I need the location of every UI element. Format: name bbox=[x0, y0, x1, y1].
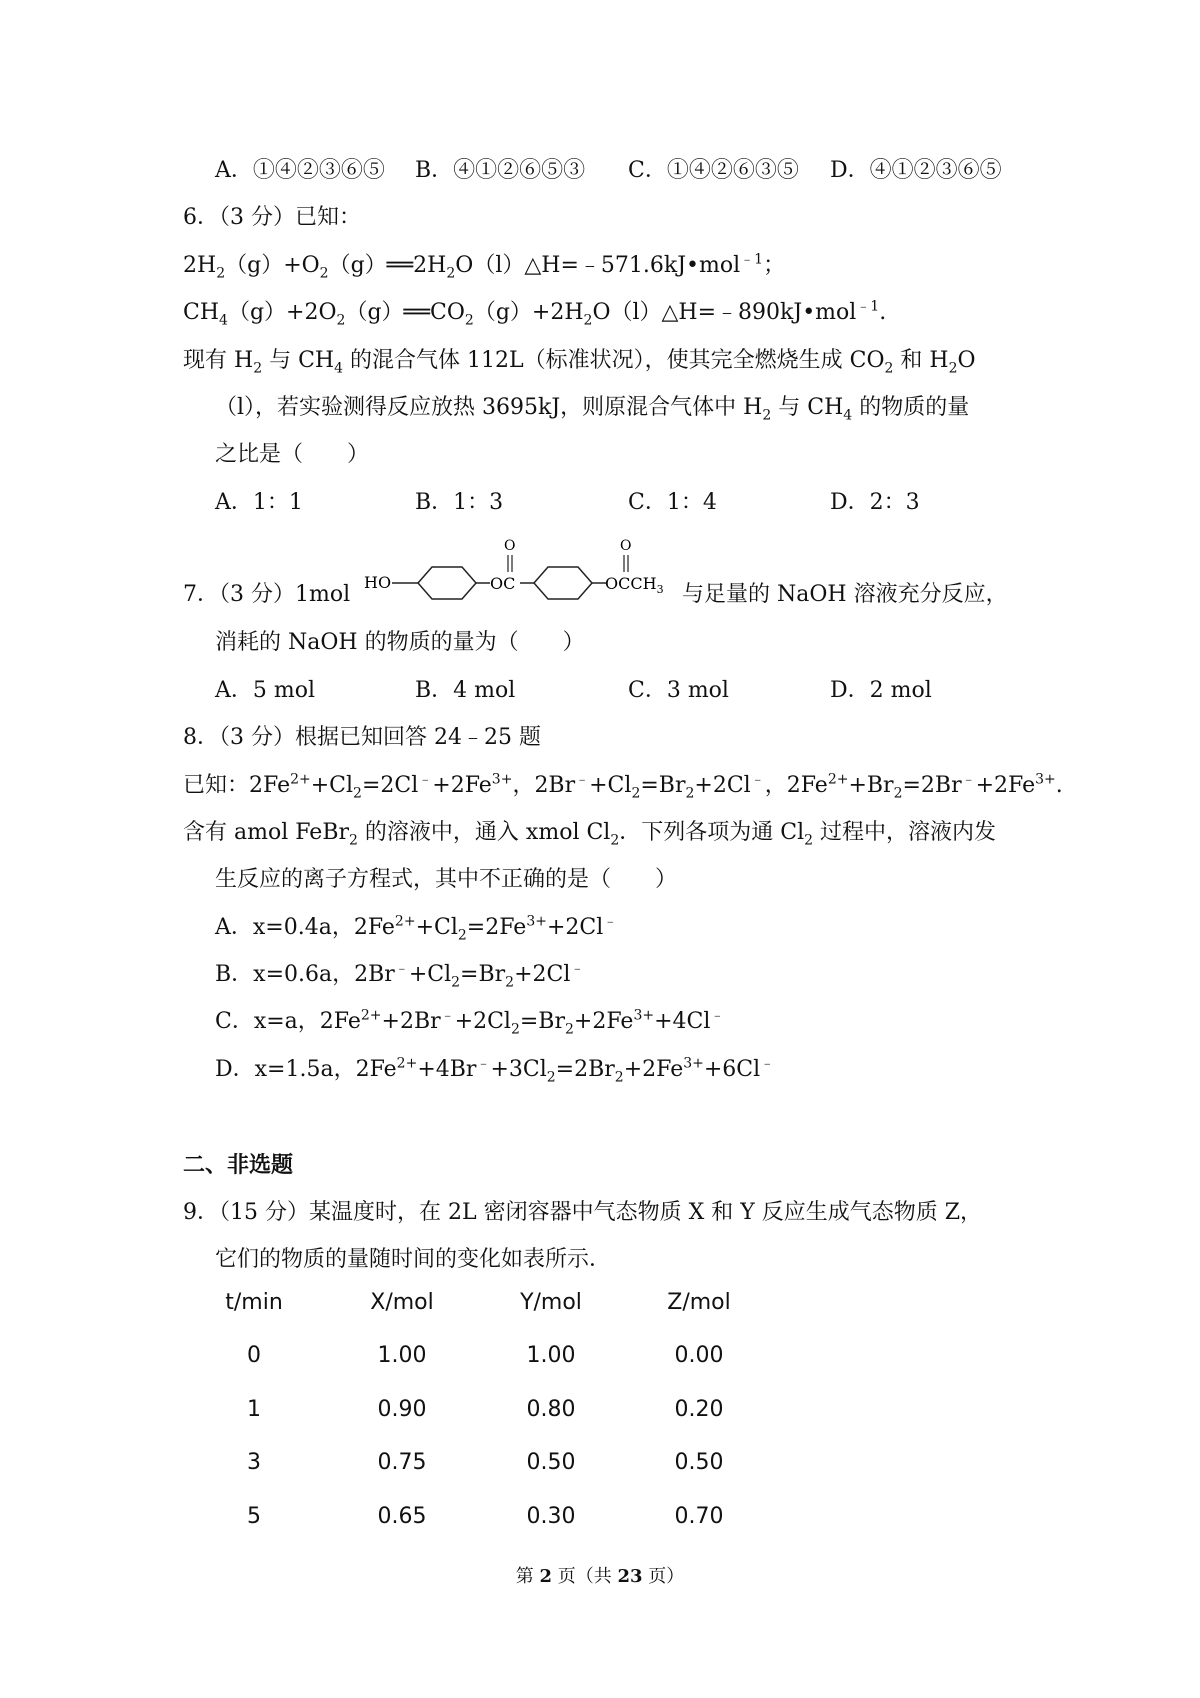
table-cell: 0 bbox=[247, 1343, 261, 1368]
table-cell: 0.20 bbox=[674, 1397, 724, 1422]
table-row bbox=[200, 1504, 800, 1534]
struct-carbonyl-o2: O bbox=[620, 538, 632, 554]
q7-option-c: C．3 mol bbox=[628, 678, 729, 703]
section-title: 二、非选题 bbox=[183, 1152, 294, 1178]
current-page-number: 2 bbox=[539, 1566, 552, 1587]
table-header-cell: Z/mol bbox=[667, 1290, 731, 1315]
table-cell: 1.00 bbox=[377, 1343, 427, 1368]
q8-option-b: B．x=0.6a，$2Br^﹣+Cl_2=Br_2+2Cl^﹣$ bbox=[215, 960, 585, 991]
q6-option-d: D．2：3 bbox=[830, 490, 920, 515]
q8-option-c: C．x=a，$2Fe^{2+}+2Br^﹣+2Cl_2=Br_2+2Fe^{3+}+4Cl^﹣$ bbox=[215, 1007, 725, 1038]
table-row bbox=[200, 1343, 800, 1373]
q8-known: 已知：$2Fe^{2+}+Cl_2=2Cl^﹣+2Fe^{3+}$，$2Br^﹣+Cl_2=Br_2+2Cl^﹣$，$2Fe^{2+}+Br_2=2Br^﹣+2Fe^{3+}$. bbox=[183, 771, 1063, 802]
table-cell: 0.90 bbox=[377, 1397, 427, 1422]
table-cell: 0.00 bbox=[674, 1343, 724, 1368]
table-cell: 3 bbox=[247, 1450, 261, 1475]
table-cell: 1 bbox=[247, 1397, 261, 1422]
table-cell: 0.50 bbox=[526, 1450, 576, 1475]
q6-option-a: A．1：1 bbox=[215, 490, 303, 515]
q6-stem-line-3: 之比是（ ） bbox=[215, 442, 370, 467]
q5-option-c: C．①④②⑥③⑤ bbox=[628, 158, 799, 183]
q8-header: 8．（3 分）根据已知回答 24﹣25 题 bbox=[183, 725, 541, 750]
table-cell: 0.30 bbox=[526, 1504, 576, 1529]
table-cell: 0.75 bbox=[377, 1450, 427, 1475]
table-cell: 1.00 bbox=[526, 1343, 576, 1368]
q6-option-c: C．1：4 bbox=[628, 490, 717, 515]
q7-option-a: A．5 mol bbox=[215, 678, 316, 703]
q6-stem-line-1: 现有 $H_2$ 与 $CH_4$ 的混合气体 112L（标准状况），使其完全燃烧生成 $CO_2$ 和 $H_2O$ bbox=[183, 348, 976, 377]
table-row bbox=[200, 1397, 800, 1427]
table-cell: 0.80 bbox=[526, 1397, 576, 1422]
q7-structural-formula bbox=[362, 536, 682, 606]
benzene-ring-2 bbox=[534, 567, 592, 599]
q9-stem-line-1: 9．（15 分）某温度时，在 2L 密闭容器中气态物质 X 和 Y 反应生成气态物质 Z， bbox=[183, 1200, 983, 1225]
q8-option-d: D．x=1.5a，$2Fe^{2+}+4Br^﹣+3Cl_2=2Br_2+2Fe^{3+}+6Cl^﹣$ bbox=[215, 1055, 775, 1086]
q7-option-d: D．2 mol bbox=[830, 678, 932, 703]
table-cell: 5 bbox=[247, 1504, 261, 1529]
struct-carbonyl-o1: O bbox=[504, 538, 516, 554]
q7-stem-line-2: 消耗的 NaOH 的物质的量为（ ） bbox=[215, 630, 585, 655]
q6-option-b: B．1：3 bbox=[415, 490, 504, 515]
q7-suffix: 与足量的 NaOH 溶液充分反应， bbox=[682, 582, 1008, 607]
page-footer: 第 2 页（共 23 页） bbox=[515, 1566, 685, 1587]
q5-option-b: B．④①②⑥⑤③ bbox=[415, 158, 586, 183]
q6-equation-2: $CH_4(g)+2O_2(g)══CO_2(g)+2H_2O(l)\triangle H=﹣890kJ•mol^{﹣1}$. bbox=[183, 298, 887, 329]
benzene-ring-1 bbox=[418, 567, 476, 599]
q6-stem-line-2: （l），若实验测得反应放热 3695kJ，则原混合气体中 $H_2$ 与 $CH_4$ 的物质的量 bbox=[215, 395, 970, 424]
table-header-cell: X/mol bbox=[370, 1290, 434, 1315]
struct-oc-label: OC bbox=[490, 574, 516, 593]
q6-equation-1: $2H_2(g)+O_2(g)══2H_2O(l)\triangle H=﹣571.6kJ•mol^{﹣1}$； bbox=[183, 251, 786, 282]
q5-option-d: D．④①②③⑥⑤ bbox=[830, 158, 1002, 183]
table-header-cell: Y/mol bbox=[520, 1290, 582, 1315]
table-cell: 0.50 bbox=[674, 1450, 724, 1475]
table-cell: 0.70 bbox=[674, 1504, 724, 1529]
q5-option-a: A．①④②③⑥⑤ bbox=[215, 158, 385, 183]
total-page-count: 23 bbox=[617, 1566, 643, 1587]
q9-stem-line-2: 它们的物质的量随时间的变化如表所示． bbox=[215, 1247, 612, 1272]
table-header-row bbox=[200, 1290, 800, 1320]
q6-header: 6．（3 分）已知： bbox=[183, 205, 361, 230]
q7-prefix: 7．（3 分）1mol bbox=[183, 582, 351, 607]
table-cell: 0.65 bbox=[377, 1504, 427, 1529]
q7-option-b: B．4 mol bbox=[415, 678, 516, 703]
q8-stem-line-1: 含有 amol FeBr$_2$ 的溶液中，通入 xmol $Cl_2$．下列各项为通 $Cl_2$ 过程中，溶液内发 bbox=[183, 820, 997, 849]
q8-option-a: A．x=0.4a，$2Fe^{2+}+Cl_2=2Fe^{3+}+2Cl^﹣$ bbox=[215, 913, 618, 944]
q8-stem-line-2: 生反应的离子方程式，其中不正确的是（ ） bbox=[215, 867, 678, 892]
table-header-cell: t/min bbox=[225, 1290, 283, 1315]
struct-occh3-label: $OCCH_3$ bbox=[605, 574, 664, 596]
struct-ho-label: HO bbox=[364, 573, 392, 592]
table-row bbox=[200, 1450, 800, 1480]
